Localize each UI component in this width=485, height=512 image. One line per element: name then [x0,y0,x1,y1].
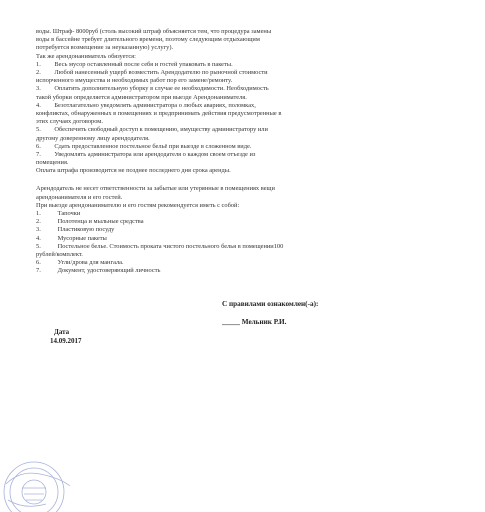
obligation-item-cont: другому доверенному лицу арендодателя. [36,134,150,142]
list-text: Документ, удостоверяющий личность [48,267,161,275]
list-text: Пластиковую посуду [48,226,115,234]
list-number: 2. [36,218,41,226]
list-number: 6. [36,259,41,267]
list-number: 5. [36,126,41,134]
stamp-seal [0,440,80,512]
obligation-item-cont: испорченного имущества и необходимых работ пор его замене/ремонту. [36,77,233,85]
obligation-item [36,151,255,159]
paragraph-line: воды в бассейне требует длительного времени, поэтому следующим отдыхающим [36,36,260,44]
paragraph-line: потребуется возмещение за неуказанную) услугу). [36,44,174,52]
list-number: 6. [36,142,41,150]
list-number: 3. [36,85,41,93]
list-number: 2. [36,69,41,76]
list-number: 4. [36,101,41,109]
list-text: Любой нанесенный ущерб возместить Арендодателю по рыночной стоимости [48,69,268,76]
obligation-item [36,61,233,69]
bring-item [36,267,160,275]
bring-item [36,235,107,243]
signatory-name: _____ Мельник Р.И. [222,318,287,326]
obligation-item [36,126,268,134]
list-number: 1. [36,60,41,68]
liability-line: арендонанимателя и его гостей. [36,193,123,201]
bring-item-cont: рублей/комплект. [36,251,83,259]
bring-item [36,218,144,226]
obligation-item-cont: помещения. [36,159,69,167]
obligations-intro: Так же арендонаниматель обязуется: [36,52,136,60]
paragraph-line: воды. Штраф- 8000руб (столь высокий штраф объясняется тем, что процедура замены [36,28,272,35]
list-text: Безотлагательно уведомлять администратора о любых авариях, поломках, [48,101,256,109]
list-text: Мусорные пакеты [48,234,107,242]
date-label: Дата [54,328,70,336]
liability-line: Арендодатель не несет ответственности за забытые или утерянные в помещениях вещи [36,185,275,193]
bring-item [36,210,80,218]
list-number: 4. [36,234,41,242]
bring-item [36,259,124,267]
list-number: 7. [36,267,41,275]
list-text: Уведомлять администратора или арендодателя о каждом своем отъезде из [48,151,256,158]
list-number: 7. [36,151,41,158]
list-number: 3. [36,226,41,234]
obligation-item [36,143,251,151]
obligation-item [36,102,256,110]
bring-item [36,226,114,234]
obligation-item [36,69,268,77]
list-text: Сдать предоставленное постельное бельё при выезде в сложенном виде. [48,142,252,150]
payment-line: Оплата штрафа производится не позднее последнего дня срока аренды. [36,167,231,175]
date-value: 14.09.2017 [50,337,82,345]
list-text: Постельное белье. Стоимость проката чистого постельного белья в помещении100 [48,242,284,250]
obligation-item-cont: этих случаях договором. [36,118,103,126]
acknowledgment-label: С правилами ознакомлен(-а): [222,300,319,308]
list-number: 1. [36,210,41,218]
bring-item [36,243,283,251]
list-text: Весь мусор оставленный после себя и гостей упаковать в пакеты. [48,60,233,68]
list-text: Полотенца и мыльные средства [48,218,144,226]
list-number: 5. [36,242,41,250]
obligation-item-cont: конфликтах, обнаруженных в помещениях и предпринимать действия предусмотренные в [36,110,282,117]
obligation-item-cont: такой уборки определяется администратором при выезде Арендонанимателя. [36,93,247,101]
bring-intro: При выезде арендонанимателю и его гостям рекомендуется иметь с собой: [36,201,240,209]
list-text: Угли/дрова для мангала. [48,259,124,267]
list-text: Обеспечить свободный доступ к помещению, имуществу администратору или [48,126,268,134]
obligation-item [36,85,269,93]
list-text: Тапочки [48,210,81,218]
list-text: Оплатить дополнительную уборку в случае ее необходимости. Необходимость [48,85,269,93]
